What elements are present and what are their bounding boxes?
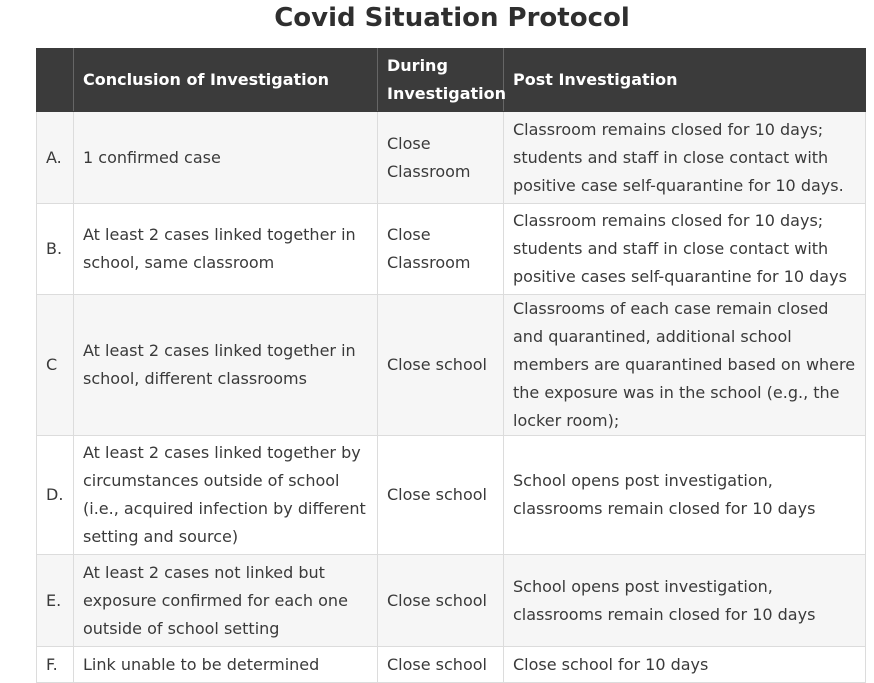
- table-row: [37, 295, 866, 436]
- table-row: [37, 647, 866, 683]
- header-letter: [37, 49, 74, 112]
- row-during: Close Classroom: [378, 112, 504, 204]
- protocol-table: [36, 48, 866, 683]
- row-post: School opens post investigation, classrooms remain closed for 10 days: [504, 555, 866, 647]
- row-conclusion: At least 2 cases linked together in school, different classrooms: [74, 295, 378, 436]
- row-during: Close school: [378, 436, 504, 555]
- header-during: During Investigation: [378, 49, 504, 112]
- row-post: School opens post investigation, classrooms remain closed for 10 days: [504, 436, 866, 555]
- row-conclusion: At least 2 cases linked together in school, same classroom: [74, 204, 378, 295]
- table-header-row: [37, 49, 866, 112]
- row-during: Close school: [378, 647, 504, 683]
- row-letter: C: [37, 295, 74, 436]
- header-post: Post Investigation: [504, 49, 866, 112]
- row-conclusion: At least 2 cases linked together by circumstances outside of school (i.e., acquired infection by different setting and source): [74, 436, 378, 555]
- row-post: Classroom remains closed for 10 days; students and staff in close contact with positive case self-quarantine for 10 days.: [504, 112, 866, 204]
- header-conclusion: Conclusion of Investigation: [74, 49, 378, 112]
- row-conclusion: 1 confirmed case: [74, 112, 378, 204]
- row-letter: B.: [37, 204, 74, 295]
- page-title: Covid Situation Protocol: [274, 3, 630, 33]
- row-letter: D.: [37, 436, 74, 555]
- row-during: Close school: [378, 555, 504, 647]
- row-post: Close school for 10 days: [504, 647, 866, 683]
- row-during: Close Classroom: [378, 204, 504, 295]
- row-letter: A.: [37, 112, 74, 204]
- row-during: Close school: [378, 295, 504, 436]
- table-row: [37, 555, 866, 647]
- row-conclusion: Link unable to be determined: [74, 647, 378, 683]
- row-post: Classrooms of each case remain closed and quarantined, additional school members are quarantined based on where the exposure was in the school (e.g., the locker room);: [504, 295, 866, 436]
- table-row: [37, 204, 866, 295]
- row-letter: E.: [37, 555, 74, 647]
- table-row: [37, 112, 866, 204]
- table-row: [37, 436, 866, 555]
- row-letter: F.: [37, 647, 74, 683]
- row-conclusion: At least 2 cases not linked but exposure confirmed for each one outside of school setting: [74, 555, 378, 647]
- row-post: Classroom remains closed for 10 days; students and staff in close contact with positive cases self-quarantine for 10 days: [504, 204, 866, 295]
